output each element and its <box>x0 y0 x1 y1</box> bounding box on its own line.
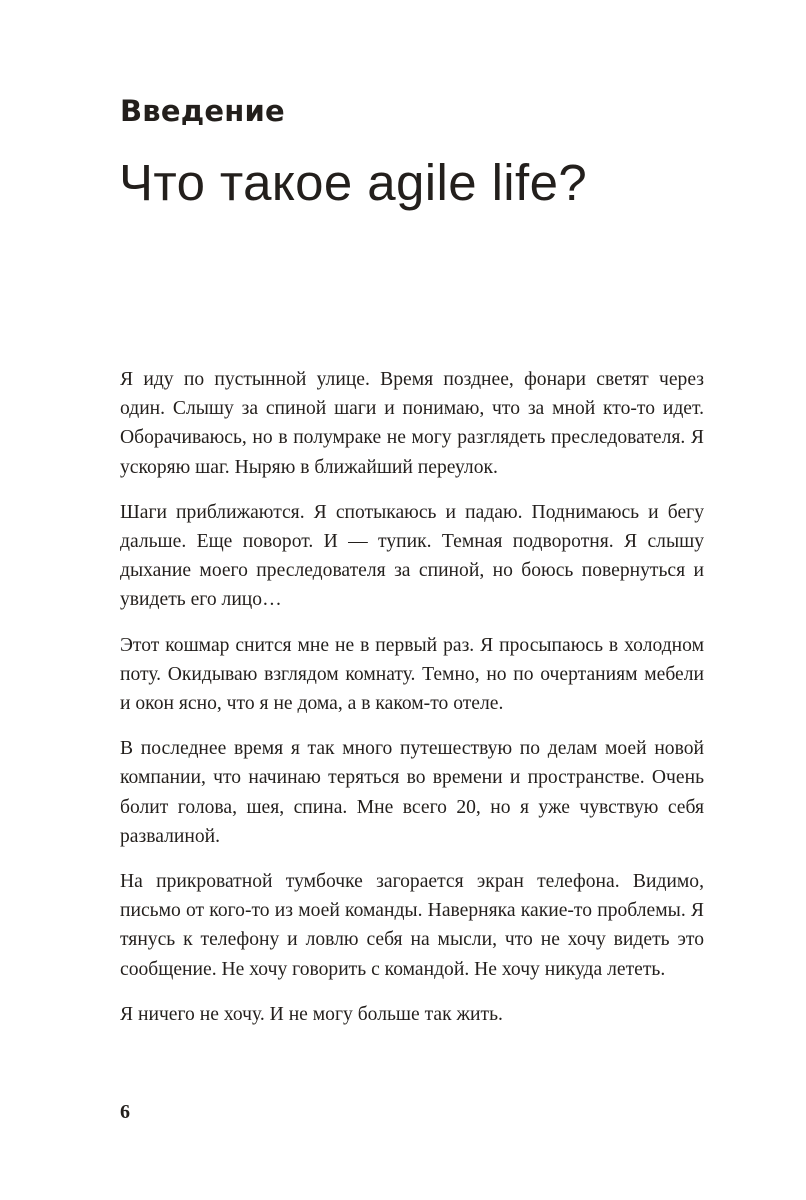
paragraph: Шаги приближаются. Я спотыкаюсь и падаю. Поднимаюсь и бегу дальше. Еще поворот. И — тупик. Темная подворотня. Я слышу дыхание моего преследователя за спиной, но боюсь повернуться и увидеть его лицо… <box>120 501 704 611</box>
chapter-label: Введение <box>120 94 285 128</box>
paragraph: Этот кошмар снится мне не в первый раз. Я просыпаюсь в холодном поту. Окидываю взглядом комнату. Темно, но по очертаниям мебели и окон ясно, что я не дома, а в каком-то отеле. <box>120 634 704 715</box>
body-text <box>120 365 704 1045</box>
page-number: 6 <box>120 1101 130 1123</box>
paragraph: На прикроватной тумбочке загорается экран телефона. Видимо, письмо от кого-то из моей команды. Наверняка какие-то проблемы. Я тянусь к телефону и ловлю себя на мысли, что не хочу видеть это сообщение. Не хочу говорить с командой. Не хочу никуда лететь. <box>120 871 704 980</box>
chapter-title: Что такое agile life? <box>119 154 588 211</box>
paragraph: Я иду по пустынной улице. Время позднее, фонари светят через один. Слышу за спиной шаги и понимаю, что за мной кто-то идет. Оборачиваюсь, но в полумраке не могу разглядеть преследователя. Я ускоряю шаг. Ныряю в ближайший переулок. <box>120 369 704 478</box>
paragraph: В последнее время я так много путешествую по делам моей новой компании, что начинаю теряться во времени и пространстве. Очень болит голова, шея, спина. Мне всего 20, но я уже чувствую себя развалиной. <box>120 738 704 847</box>
paragraph: Я ничего не хочу. И не могу больше так жить. <box>120 1003 503 1025</box>
